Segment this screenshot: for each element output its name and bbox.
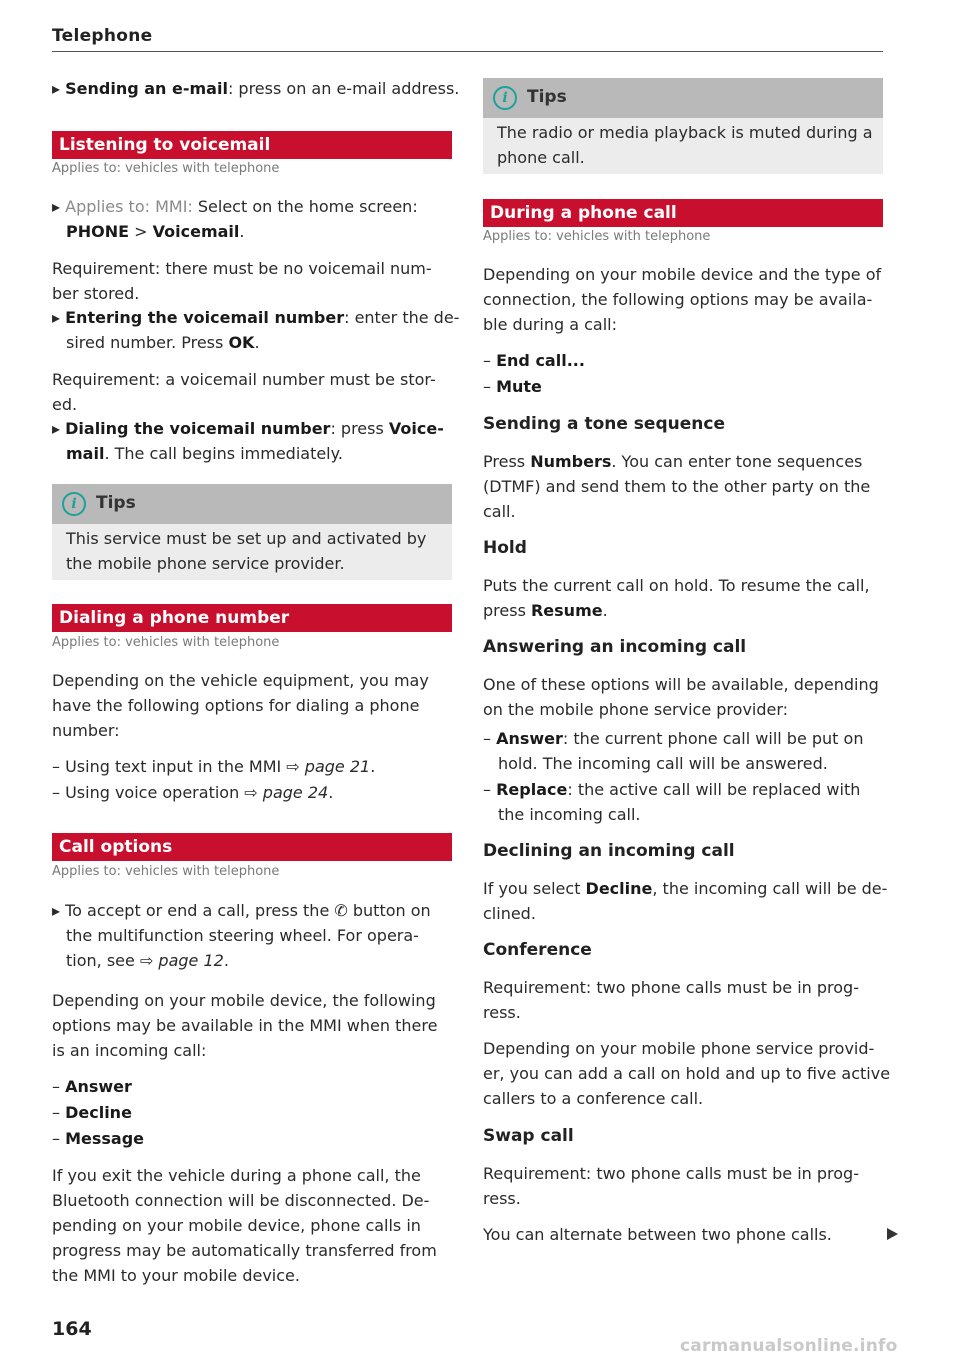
paragraph-line: connection, the following options may be availa- (483, 290, 873, 309)
tips-line: This service must be set up and activated by (66, 529, 427, 548)
tips-header (52, 484, 452, 524)
list-item-cont: hold. The incoming call will be answered. (498, 754, 828, 773)
voicemail-step-3: ▸ Dialing the voicemail number: press Voice- (52, 419, 444, 438)
info-icon: i (493, 86, 517, 110)
callopts-step-cont: the multifunction steering wheel. For opera- (66, 926, 419, 945)
bullet-icon: ▸ (52, 79, 66, 98)
list-item: – Message (52, 1129, 145, 1148)
list-item-cont: the incoming call. (498, 805, 641, 824)
list-item: – Mute (483, 377, 542, 396)
tips-box (52, 484, 452, 580)
continue-arrow-icon (887, 1228, 898, 1240)
watermark: carmanualsonline.info (680, 1336, 898, 1356)
paragraph-line: Requirement: two phone calls must be in prog- (483, 978, 859, 997)
paragraph-line: You can alternate between two phone calls. (483, 1225, 832, 1244)
tips-line: the mobile phone service provider. (66, 554, 345, 573)
subheading-tone: Sending a tone sequence (483, 414, 725, 434)
applies-note: Applies to: vehicles with telephone (52, 864, 280, 879)
list-item: – Decline (52, 1103, 132, 1122)
paragraph-line: Depending on your mobile device and the type of (483, 265, 882, 284)
paragraph-line: pending on your mobile device, phone calls in (52, 1216, 421, 1235)
tips-label: Tips (96, 493, 136, 513)
section-title-dialing: Dialing a phone number (52, 604, 452, 632)
section-title-during-call: During a phone call (483, 199, 883, 227)
paragraph-line: Puts the current call on hold. To resume the call, (483, 576, 870, 595)
applies-note: Applies to: vehicles with telephone (52, 161, 280, 176)
voicemail-step-1-path: PHONE > Voicemail. (66, 222, 245, 241)
subheading-answering: Answering an incoming call (483, 637, 747, 657)
voicemail-step-2-cont: sired number. Press OK. (66, 333, 260, 352)
paragraph-line: Depending on your mobile phone service provid- (483, 1039, 875, 1058)
tips-line: The radio or media playback is muted during a (497, 123, 873, 142)
page-link[interactable]: ⇨ page 21 (286, 757, 371, 776)
list-item: – Answer (52, 1077, 132, 1096)
callopts-step-cont: tion, see ⇨ page 12. (66, 951, 229, 970)
paragraph-line: on the mobile phone service provider: (483, 700, 789, 719)
page-number: 164 (52, 1318, 92, 1340)
callopts-step: ▸ To accept or end a call, press the ✆ button on (52, 901, 431, 920)
paragraph-line: Depending on the vehicle equipment, you may (52, 671, 429, 690)
applies-note: Applies to: vehicles with telephone (483, 229, 711, 244)
paragraph-line: Press Numbers. You can enter tone sequences (483, 452, 863, 471)
paragraph-line: Bluetooth connection will be disconnected. De- (52, 1191, 430, 1210)
tips-body (52, 524, 452, 580)
list-item: – Using voice operation ⇨ page 24. (52, 783, 334, 802)
paragraph-line: If you select Decline, the incoming call will be de- (483, 879, 888, 898)
paragraph-line: clined. (483, 904, 536, 923)
paragraph-line: callers to a conference call. (483, 1089, 704, 1108)
tips-box (483, 78, 883, 174)
page-link[interactable]: ⇨ page 24 (244, 783, 329, 802)
requirement-text: ed. (52, 395, 78, 414)
paragraph-line: Depending on your mobile device, the following (52, 991, 436, 1010)
voicemail-step-1: ▸ Applies to: MMI: Select on the home screen: (52, 197, 418, 216)
paragraph-line: (DTMF) and send them to the other party on the (483, 477, 871, 496)
section-title-voicemail: Listening to voicemail (52, 131, 452, 159)
list-item: – End call... (483, 351, 585, 370)
paragraph-line: ress. (483, 1189, 521, 1208)
voicemail-step-3-cont: mail. The call begins immediately. (66, 444, 343, 463)
paragraph-line: number: (52, 721, 120, 740)
paragraph-line: progress may be automatically transferred from (52, 1241, 437, 1260)
paragraph-line: Requirement: two phone calls must be in prog- (483, 1164, 859, 1183)
requirement-text: Requirement: there must be no voicemail num- (52, 259, 432, 278)
page-link[interactable]: ⇨ page 12 (139, 951, 224, 970)
paragraph-line: is an incoming call: (52, 1041, 207, 1060)
list-item: – Answer: the current phone call will be put on (483, 729, 864, 748)
email-bullet: ▸ Sending an e-mail: press on an e-mail address. (52, 79, 460, 98)
paragraph-line: press Resume. (483, 601, 608, 620)
tips-line: phone call. (497, 148, 585, 167)
requirement-text: ber stored. (52, 284, 140, 303)
paragraph-line: One of these options will be available, depending (483, 675, 879, 694)
paragraph-line: have the following options for dialing a phone (52, 696, 420, 715)
tips-header (483, 78, 883, 118)
subheading-declining: Declining an incoming call (483, 841, 735, 861)
bullet-icon: ▸ (52, 419, 66, 438)
running-header: Telephone (52, 26, 153, 46)
paragraph-line: ress. (483, 1003, 521, 1022)
list-item: – Using text input in the MMI ⇨ page 21. (52, 757, 376, 776)
requirement-text: Requirement: a voicemail number must be stor- (52, 370, 436, 389)
paragraph-line: ble during a call: (483, 315, 618, 334)
paragraph-line: the MMI to your mobile device. (52, 1266, 300, 1285)
phone-handset-icon: ✆ (334, 901, 348, 920)
subheading-swap: Swap call (483, 1126, 574, 1146)
bullet-icon: ▸ (52, 308, 66, 327)
applies-note: Applies to: vehicles with telephone (52, 635, 280, 650)
tips-label: Tips (527, 87, 567, 107)
paragraph-line: options may be available in the MMI when there (52, 1016, 438, 1035)
bullet-icon: ▸ (52, 197, 66, 216)
tips-body (483, 118, 883, 174)
paragraph-line: call. (483, 502, 516, 521)
paragraph-line: If you exit the vehicle during a phone call, the (52, 1166, 421, 1185)
paragraph-line: er, you can add a call on hold and up to five active (483, 1064, 891, 1083)
header-rule (52, 51, 883, 52)
voicemail-step-2: ▸ Entering the voicemail number: enter the de- (52, 308, 460, 327)
info-icon: i (62, 492, 86, 516)
section-title-call-options: Call options (52, 833, 452, 861)
subheading-hold: Hold (483, 538, 527, 558)
subheading-conference: Conference (483, 940, 592, 960)
list-item: – Replace: the active call will be replaced with (483, 780, 861, 799)
bullet-icon: ▸ (52, 901, 66, 920)
